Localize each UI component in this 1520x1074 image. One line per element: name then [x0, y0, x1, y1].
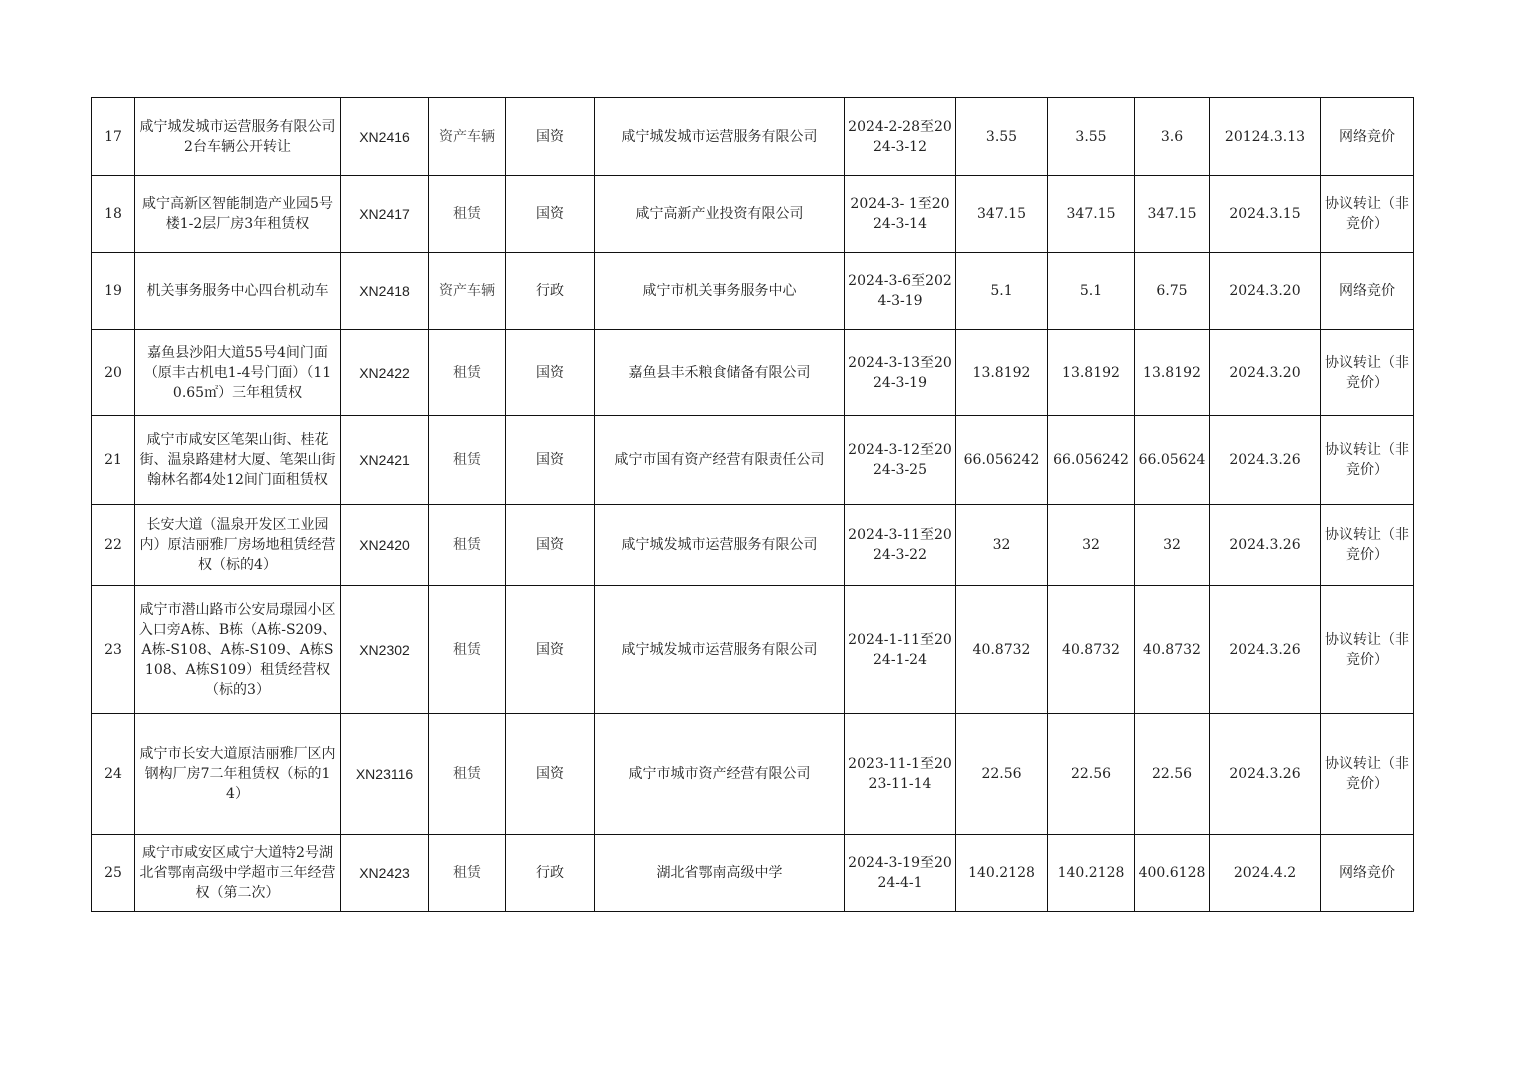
- value-1: 22.56: [956, 714, 1048, 835]
- transfer-method: 网络竞价: [1321, 98, 1414, 176]
- value-1: 32: [956, 505, 1048, 586]
- row-number: 18: [92, 176, 135, 253]
- project-code: XN2420: [341, 505, 429, 586]
- transfer-method: 网络竞价: [1321, 253, 1414, 330]
- deal-date: 2024.4.2: [1210, 835, 1321, 912]
- value-2: 13.8192: [1048, 330, 1135, 416]
- listing-period: 2024-3-12至2024-3-25: [845, 416, 956, 505]
- project-code: XN2302: [341, 586, 429, 714]
- deal-date: 2024.3.20: [1210, 253, 1321, 330]
- asset-nature: 行政: [506, 835, 595, 912]
- asset-type: 租赁: [429, 505, 506, 586]
- listing-period: 2024-3-11至2024-3-22: [845, 505, 956, 586]
- table-row: [92, 586, 1414, 714]
- asset-type: 资产车辆: [429, 98, 506, 176]
- deal-date: 2024.3.26: [1210, 586, 1321, 714]
- value-2: 40.8732: [1048, 586, 1135, 714]
- project-code: XN2417: [341, 176, 429, 253]
- value-2: 66.056242: [1048, 416, 1135, 505]
- value-3: 3.6: [1135, 98, 1210, 176]
- transfer-method: 协议转让（非竞价）: [1321, 176, 1414, 253]
- transferor-name: 咸宁城发城市运营服务有限公司: [595, 98, 845, 176]
- value-2: 140.2128: [1048, 835, 1135, 912]
- value-3: 6.75: [1135, 253, 1210, 330]
- project-code: XN2423: [341, 835, 429, 912]
- table-row: [92, 714, 1414, 835]
- deal-date: 2024.3.26: [1210, 714, 1321, 835]
- row-number: 22: [92, 505, 135, 586]
- deal-date: 20124.3.13: [1210, 98, 1321, 176]
- row-number: 23: [92, 586, 135, 714]
- transfer-method: 协议转让（非竞价）: [1321, 330, 1414, 416]
- asset-type: 租赁: [429, 835, 506, 912]
- listing-period: 2024-3-19至2024-4-1: [845, 835, 956, 912]
- transferor-name: 咸宁高新产业投资有限公司: [595, 176, 845, 253]
- project-code: XN2422: [341, 330, 429, 416]
- value-1: 66.056242: [956, 416, 1048, 505]
- table-body: [92, 98, 1414, 912]
- value-3: 13.8192: [1135, 330, 1210, 416]
- value-1: 347.15: [956, 176, 1048, 253]
- asset-type: 资产车辆: [429, 253, 506, 330]
- project-code: XN2421: [341, 416, 429, 505]
- asset-nature: 国资: [506, 505, 595, 586]
- value-1: 13.8192: [956, 330, 1048, 416]
- asset-type: 租赁: [429, 176, 506, 253]
- transferor-name: 咸宁城发城市运营服务有限公司: [595, 586, 845, 714]
- asset-type: 租赁: [429, 714, 506, 835]
- project-code: XN23116: [341, 714, 429, 835]
- value-3: 347.15: [1135, 176, 1210, 253]
- listing-period: 2023-11-1至2023-11-14: [845, 714, 956, 835]
- row-number: 20: [92, 330, 135, 416]
- transferor-name: 咸宁市国有资产经营有限责任公司: [595, 416, 845, 505]
- value-2: 5.1: [1048, 253, 1135, 330]
- asset-type: 租赁: [429, 330, 506, 416]
- row-number: 21: [92, 416, 135, 505]
- deal-date: 2024.3.15: [1210, 176, 1321, 253]
- table-row: [92, 505, 1414, 586]
- asset-nature: 行政: [506, 253, 595, 330]
- listing-period: 2024-3-13至2024-3-19: [845, 330, 956, 416]
- value-1: 40.8732: [956, 586, 1048, 714]
- transferor-name: 嘉鱼县丰禾粮食储备有限公司: [595, 330, 845, 416]
- value-1: 3.55: [956, 98, 1048, 176]
- value-3: 22.56: [1135, 714, 1210, 835]
- deal-date: 2024.3.20: [1210, 330, 1321, 416]
- transfer-method: 网络竞价: [1321, 835, 1414, 912]
- transferor-name: 咸宁市机关事务服务中心: [595, 253, 845, 330]
- asset-nature: 国资: [506, 176, 595, 253]
- transferor-name: 咸宁城发城市运营服务有限公司: [595, 505, 845, 586]
- project-name: 机关事务服务中心四台机动车: [135, 253, 341, 330]
- deal-date: 2024.3.26: [1210, 505, 1321, 586]
- table-row: [92, 176, 1414, 253]
- row-number: 25: [92, 835, 135, 912]
- asset-nature: 国资: [506, 98, 595, 176]
- asset-type: 租赁: [429, 416, 506, 505]
- project-name: 嘉鱼县沙阳大道55号4间门面（原丰古机电1-4号门面）（110.65㎡）三年租赁权: [135, 330, 341, 416]
- value-2: 3.55: [1048, 98, 1135, 176]
- table-row: [92, 835, 1414, 912]
- listing-period: 2024-1-11至2024-1-24: [845, 586, 956, 714]
- transfer-method: 协议转让（非竞价）: [1321, 416, 1414, 505]
- project-name: 咸宁市咸安区笔架山街、桂花街、温泉路建材大厦、笔架山街翰林名都4处12间门面租赁权: [135, 416, 341, 505]
- project-code: XN2416: [341, 98, 429, 176]
- project-name: 咸宁市长安大道原洁丽雅厂区内钢构厂房7二年租赁权（标的14）: [135, 714, 341, 835]
- transfer-method: 协议转让（非竞价）: [1321, 586, 1414, 714]
- transfer-method: 协议转让（非竞价）: [1321, 714, 1414, 835]
- table-row: [92, 416, 1414, 505]
- project-code: XN2418: [341, 253, 429, 330]
- table-row: [92, 330, 1414, 416]
- row-number: 24: [92, 714, 135, 835]
- transfer-method: 协议转让（非竞价）: [1321, 505, 1414, 586]
- asset-nature: 国资: [506, 586, 595, 714]
- transferor-name: 湖北省鄂南高级中学: [595, 835, 845, 912]
- row-number: 19: [92, 253, 135, 330]
- asset-nature: 国资: [506, 416, 595, 505]
- value-3: 32: [1135, 505, 1210, 586]
- asset-nature: 国资: [506, 714, 595, 835]
- value-1: 5.1: [956, 253, 1048, 330]
- value-3: 400.6128: [1135, 835, 1210, 912]
- row-number: 17: [92, 98, 135, 176]
- value-3: 66.05624: [1135, 416, 1210, 505]
- project-name: 咸宁高新区智能制造产业园5号楼1-2层厂房3年租赁权: [135, 176, 341, 253]
- value-1: 140.2128: [956, 835, 1048, 912]
- listing-period: 2024-3-6至2024-3-19: [845, 253, 956, 330]
- asset-nature: 国资: [506, 330, 595, 416]
- table-row: [92, 253, 1414, 330]
- transaction-table: [91, 97, 1414, 912]
- project-name: 咸宁城发城市运营服务有限公司2台车辆公开转让: [135, 98, 341, 176]
- project-name: 长安大道（温泉开发区工业园内）原洁丽雅厂房场地租赁经营权（标的4）: [135, 505, 341, 586]
- listing-period: 2024-2-28至2024-3-12: [845, 98, 956, 176]
- transferor-name: 咸宁市城市资产经营有限公司: [595, 714, 845, 835]
- value-2: 22.56: [1048, 714, 1135, 835]
- asset-type: 租赁: [429, 586, 506, 714]
- deal-date: 2024.3.26: [1210, 416, 1321, 505]
- value-3: 40.8732: [1135, 586, 1210, 714]
- project-name: 咸宁市潜山路市公安局璟园小区入口旁A栋、B栋（A栋-S209、A栋-S108、A栋-S109、A栋S108、A栋S109）租赁经营权（标的3）: [135, 586, 341, 714]
- table-row: [92, 98, 1414, 176]
- listing-period: 2024-3- 1至2024-3-14: [845, 176, 956, 253]
- value-2: 347.15: [1048, 176, 1135, 253]
- value-2: 32: [1048, 505, 1135, 586]
- project-name: 咸宁市咸安区咸宁大道特2号湖北省鄂南高级中学超市三年经营权（第二次）: [135, 835, 341, 912]
